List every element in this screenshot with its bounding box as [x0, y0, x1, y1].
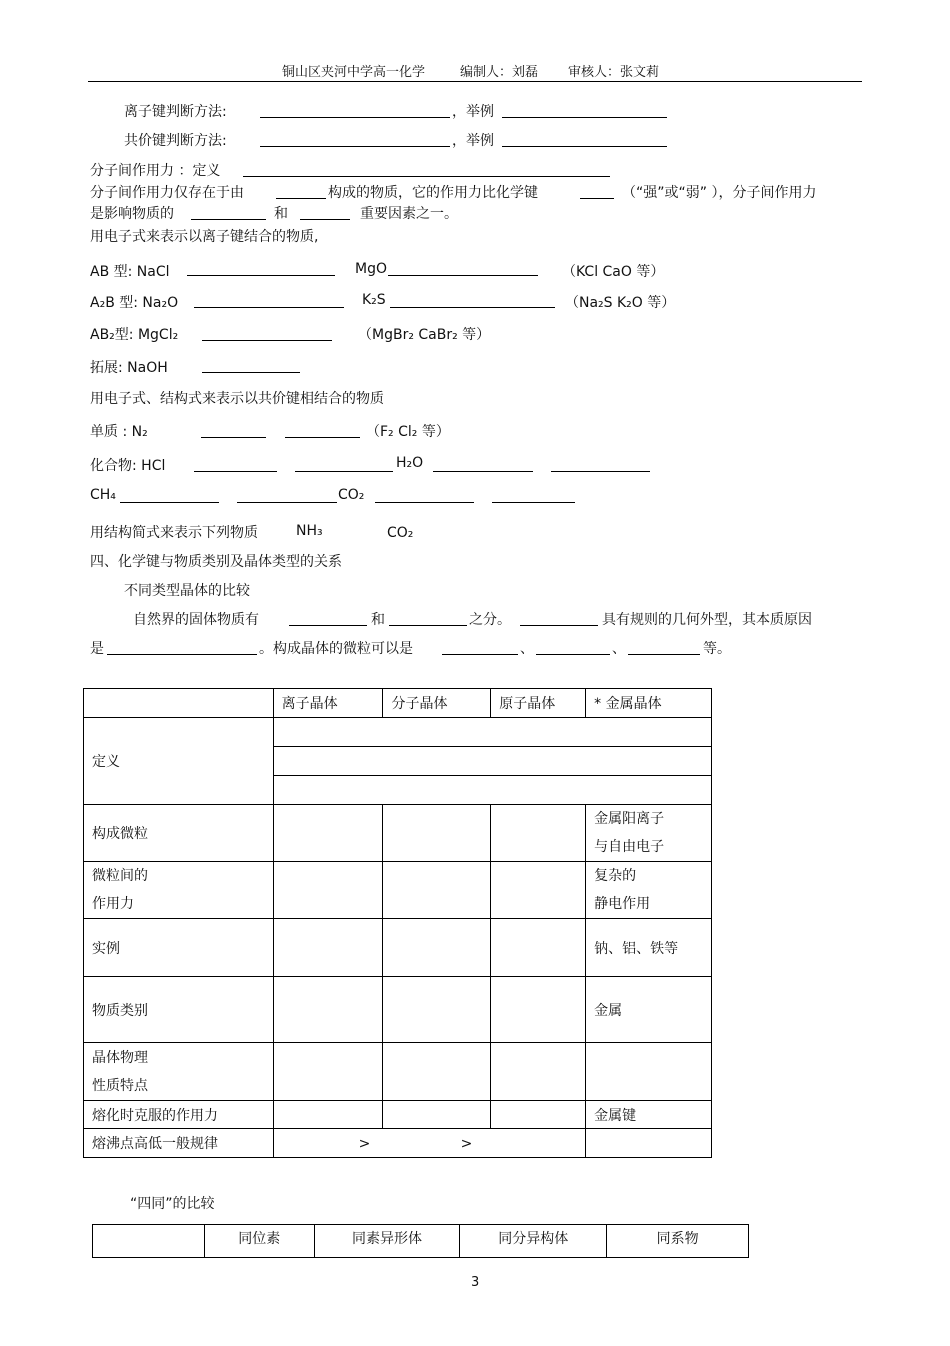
blank — [276, 198, 326, 199]
blank — [580, 198, 614, 199]
row-label: 实例 — [84, 919, 274, 977]
cell — [586, 1129, 712, 1158]
blank — [300, 219, 350, 220]
cell — [383, 805, 491, 862]
definition-cell — [273, 747, 711, 776]
blank — [201, 437, 266, 438]
nature-d: 具有规则的几何外型，其本质原因 — [602, 612, 812, 628]
header-molecular: 分子晶体 — [383, 689, 491, 718]
a2b-eg: （Na₂S K₂O 等） — [565, 295, 676, 311]
h2o: H₂O — [396, 455, 424, 471]
blank — [536, 654, 610, 655]
cell — [383, 919, 491, 977]
header-reviewer: 审核人：张文莉 — [568, 65, 660, 80]
header-metallic: * 金属晶体 — [586, 689, 712, 718]
blank — [202, 340, 332, 341]
gt-sign: > — [358, 1136, 371, 1152]
ab2-eg: （MgBr₂ CaBr₂ 等） — [358, 327, 491, 343]
blank — [187, 275, 335, 276]
blank — [260, 117, 450, 118]
blank — [551, 471, 650, 472]
metal-cell: 金属阳离子 与自由电子 — [586, 805, 712, 862]
nature-f: 。构成晶体的微粒可以是 — [259, 641, 413, 657]
nature-g: 、 — [520, 641, 534, 657]
blank — [628, 654, 700, 655]
header-school: 铜山区夹河中学高一化学 — [282, 65, 426, 80]
cell — [491, 862, 586, 919]
ch4: CH₄ — [90, 487, 116, 503]
four-same-table — [92, 1224, 749, 1258]
blank — [285, 437, 360, 438]
cell — [273, 977, 383, 1043]
definition-cell — [273, 718, 711, 747]
cell — [383, 862, 491, 919]
covalent-method-label: 共价键判断方法: — [124, 133, 227, 149]
table-corner — [93, 1225, 205, 1258]
blank — [492, 502, 575, 503]
blank — [289, 625, 367, 626]
imf-definition: 分子间作用力 ：定义 — [90, 163, 221, 179]
compound: 化合物: HCl — [90, 458, 166, 474]
metal-cell — [586, 1043, 712, 1101]
blank — [194, 307, 344, 308]
header-rule — [88, 81, 862, 82]
header-allotrope: 同素异形体 — [314, 1225, 460, 1258]
ionic-method-label: 离子键判断方法: — [124, 104, 227, 120]
blank — [120, 502, 219, 503]
cell — [273, 1101, 383, 1129]
row-label: 晶体物理 性质特点 — [84, 1043, 274, 1101]
cell — [491, 919, 586, 977]
blank — [389, 625, 467, 626]
compare-title: 不同类型晶体的比较 — [124, 583, 250, 599]
mgo: MgO — [355, 261, 387, 277]
definition-cell — [273, 776, 711, 805]
order-cell — [273, 1129, 586, 1158]
cell — [383, 1101, 491, 1129]
header-homolog: 同系物 — [607, 1225, 749, 1258]
cell — [383, 977, 491, 1043]
imf-affect-b: 和 — [274, 206, 288, 222]
cell — [273, 919, 383, 977]
row-label: 物质类别 — [84, 977, 274, 1043]
blank — [388, 275, 538, 276]
four-same-title: “四同”的比较 — [130, 1196, 215, 1212]
nature-i: 等。 — [703, 641, 731, 657]
header-isotope: 同位素 — [204, 1225, 314, 1258]
row-label: 定义 — [84, 718, 274, 805]
row-label: 微粒间的 作用力 — [84, 862, 274, 919]
blank — [202, 372, 300, 373]
section-title: 四、化学键与物质类别及晶体类型的关系 — [90, 554, 342, 570]
ab-eg: （KCl CaO 等） — [562, 264, 665, 280]
crystal-table — [83, 688, 712, 1158]
metal-cell: 金属 — [586, 977, 712, 1043]
ionic-e-formula: 用电子式来表示以离子键结合的物质, — [90, 229, 319, 245]
a2b-type: A₂B 型: Na₂O — [90, 295, 179, 311]
struct-simple: 用结构简式来表示下列物质 — [90, 525, 258, 541]
simple-substance: 单质 : N₂ — [90, 424, 148, 440]
gt-sign: > — [460, 1136, 473, 1152]
imf-affect-a: 是影响物质的 — [90, 206, 174, 222]
ab-type: AB 型: NaCl — [90, 264, 170, 280]
imf-exist-a: 分子间作用力仅存在于由 — [90, 185, 244, 201]
metal-cell: 金属键 — [586, 1101, 712, 1129]
nh3: NH₃ — [296, 523, 323, 539]
blank — [502, 146, 667, 147]
blank — [194, 471, 277, 472]
blank — [390, 307, 555, 308]
blank — [107, 654, 257, 655]
header-atomic: 原子晶体 — [491, 689, 586, 718]
example-label: ，举例 — [452, 104, 494, 120]
cell — [273, 1043, 383, 1101]
row-label: 熔化时克服的作用力 — [84, 1101, 274, 1129]
metal-cell: 复杂的 静电作用 — [586, 862, 712, 919]
page-number: 3 — [471, 1275, 480, 1290]
covalent-e-formula: 用电子式、结构式来表示以共价键相结合的物质 — [90, 391, 384, 407]
blank — [520, 625, 598, 626]
blank — [442, 654, 518, 655]
cell — [273, 862, 383, 919]
cell — [491, 805, 586, 862]
nature-b: 和 — [371, 612, 385, 628]
cell — [491, 1101, 586, 1129]
cell — [491, 977, 586, 1043]
blank — [243, 176, 610, 177]
metal-cell: 钠、铝、铁等 — [586, 919, 712, 977]
nature-e: 是 — [90, 641, 104, 657]
blank — [260, 146, 450, 147]
cell — [273, 805, 383, 862]
nature-h: 、 — [612, 641, 626, 657]
blank — [295, 471, 393, 472]
row-label: 熔沸点高低一般规律 — [84, 1129, 274, 1158]
table-corner — [84, 689, 274, 718]
header-ionic: 离子晶体 — [273, 689, 383, 718]
co2: CO₂ — [387, 525, 414, 541]
imf-exist-c: （“强”或“弱” ），分子间作用力 — [622, 185, 817, 201]
k2s: K₂S — [362, 292, 386, 308]
example-label: ，举例 — [452, 133, 494, 149]
nature-a: 自然界的固体物质有 — [133, 612, 259, 628]
co2: CO₂ — [338, 487, 365, 503]
blank — [502, 117, 667, 118]
blank — [375, 502, 474, 503]
blank — [237, 502, 337, 503]
imf-exist-b: 构成的物质，它的作用力比化学键 — [328, 185, 538, 201]
nature-c: 之分。 — [469, 612, 511, 628]
ab2-type: AB₂型: MgCl₂ — [90, 327, 179, 343]
header-isomer: 同分异构体 — [460, 1225, 607, 1258]
cell — [383, 1043, 491, 1101]
blank — [191, 219, 266, 220]
imf-affect-c: 重要因素之一。 — [360, 206, 458, 222]
header-editor: 编制人：刘磊 — [460, 65, 539, 80]
blank — [433, 471, 533, 472]
expand: 拓展: NaOH — [90, 360, 168, 376]
simple-eg: （F₂ Cl₂ 等） — [366, 424, 450, 440]
cell — [491, 1043, 586, 1101]
row-label: 构成微粒 — [84, 805, 274, 862]
